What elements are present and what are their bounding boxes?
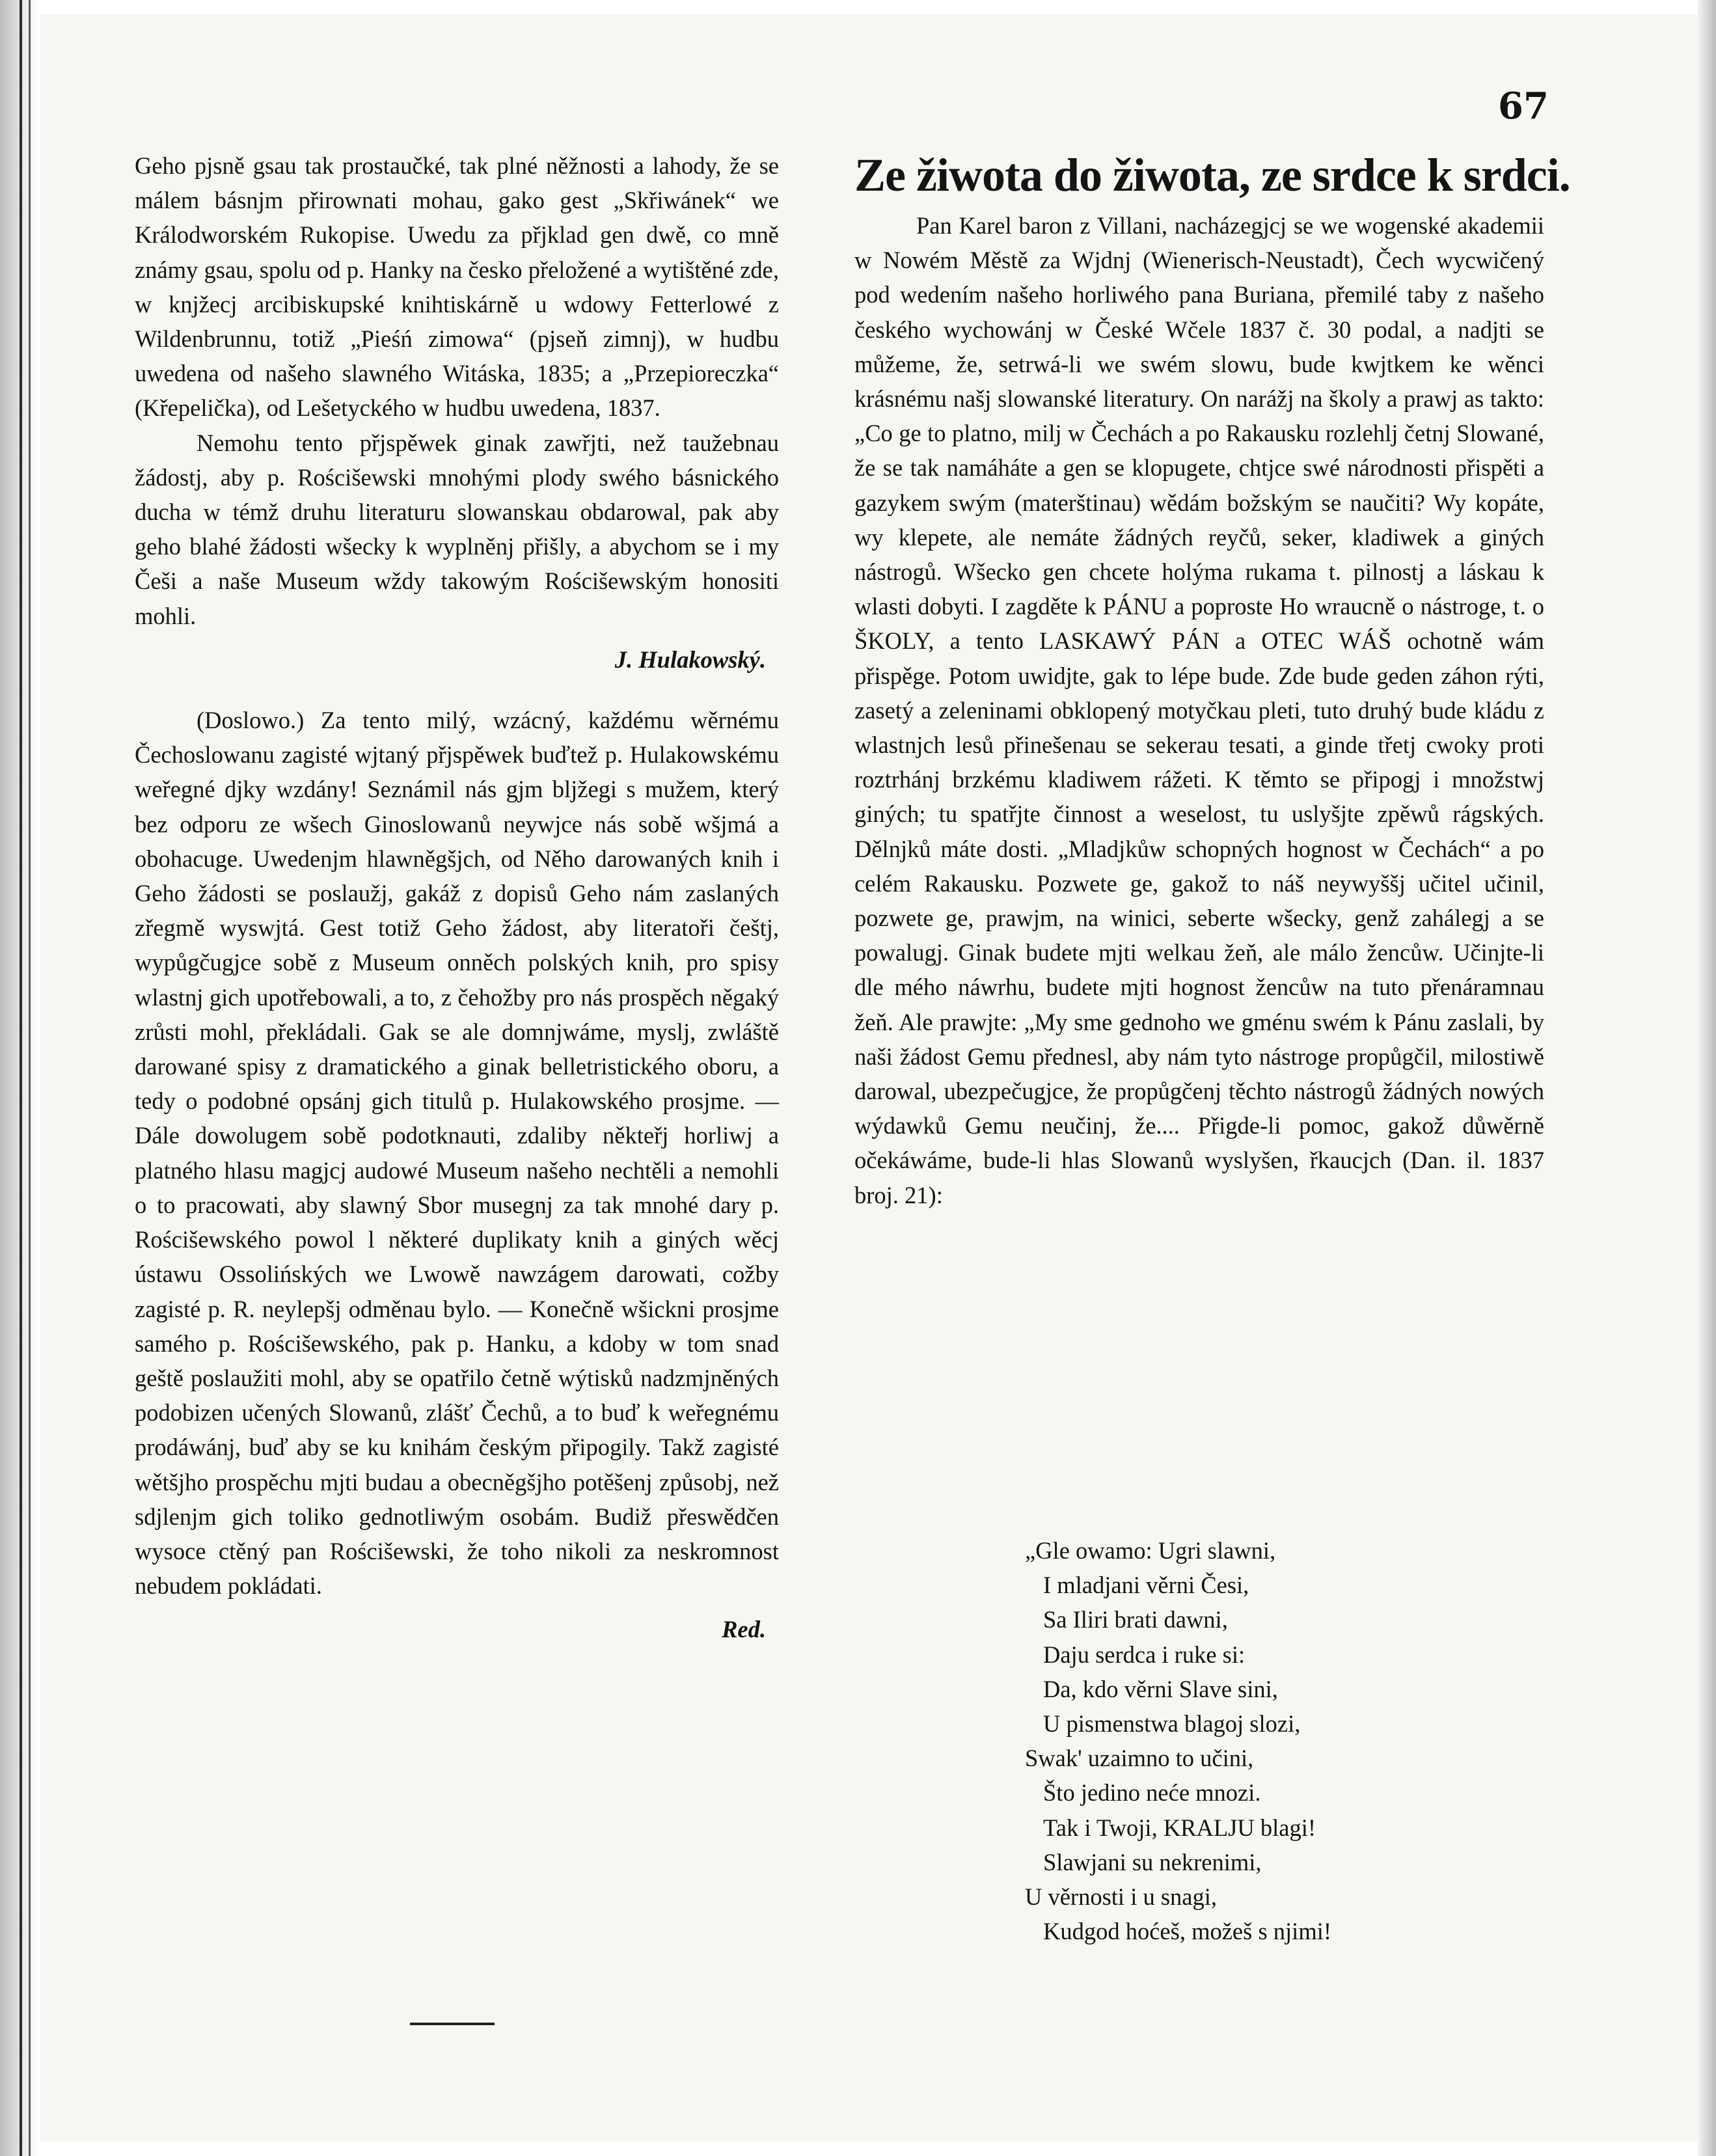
signature-hulakowsky: J. Hulakowský. — [614, 646, 766, 673]
poem-line: Slawjani su nekrenimi, — [1043, 1848, 1262, 1876]
poem-line: I mladjani věrni Česi, — [1043, 1572, 1249, 1599]
article-title: Ze žiwota do žiwota, ze srdce k srdci. — [854, 149, 1570, 201]
left-paragraph-3: (Doslowo.) Za tento milý, wzácný, každému wěrnému Čechoslowanu zagisté wjtaný přjspěwek buďtež p. Hulakowskému weřegné djky wzdány! Seznámil nás gjm bljžegi s mužem, který bez odporu ze wšech Ginoslowanů neywjce nás sobě wšjmá a obohacuge. Uwedenjm hlawněgšjch, od Něho darowaných knih i Geho žádosti se poslaužj, gakáž z dopisů Geho nám zaslaných zřegmě wyswjtá. Gest totiž Geho žádost, aby literatoři češtj, wypůgčugjce sobě z Museum onněch polských knih, pro spisy wlastnj gich upotřebowali, a to, z čehožby pro nás prospěch něgaký zrůsti mohl, překládali. Gak se ale domnjwáme, myslj, zwláště darowané spisy z dramatického a ginak belletristického oboru, a tedy o podobné opsánj gich titulů p. Hulakowského prosjme. — Dále dowolugem sobě podotknauti, zdaliby někteřj horliwj a platného hlasu magjcj audowé Museum našeho nechtěli a nemohli o to pracowati, aby slawný Sbor musegnj za tak mnohé dary p. Rościšewského powol l některé duplikaty knih a giných wěcj ústawu Ossolińských we Lwowě nawzágem darowati, cožby zagisté p. R. neylepšj odměnau bylo. — Konečně wšickni prosjme samého p. Rościšewského, pak p. Hanku, a kdoby w tom snad geště poslaužiti mohl, aby se opatřilo četně wýtisků nadzmjněných podobizen učených Slowanů, zlášť Čechů, a to buď k weřegnému prodáwánj, buď aby se ku knihám českým připogily. Takž zagisté wětšjho prospěchu mjti budau a obecněgšjho potěšenj způsobj, než sdjlenjm gich toliko gednotliwým osobám. Budiž přeswědčen wysoce ctěný pan Rościšewski, že toho nikoli za neskromnost nebudem pokládati. — [135, 707, 779, 1600]
poem-line: „Gle owamo: Ugri slawni, — [1025, 1537, 1276, 1564]
poem-line: U pismenstwa blagoj slozi, — [1043, 1710, 1301, 1738]
spine-shadow-line — [20, 0, 22, 2156]
signature-red: Red. — [722, 1616, 766, 1643]
page-number: 67 — [1498, 85, 1549, 128]
poem-line: Swak' uzaimno to učini, — [1025, 1745, 1254, 1772]
left-column — [135, 148, 779, 1647]
poem-line: Da, kdo věrni Slave sini, — [1043, 1675, 1278, 1702]
left-paragraph-1: Geho pjsně gsau tak prostaučké, tak plné něžnosti a lahody, že se málem básnjm přirownati mohau, gako gest „Skřiwánek“ we Králodworském Rukopise. Uwedu za přjklad gen dwě, co mně známy gsau, spolu od p. Hanky na česko přeložené a wytištěné zde, w knjžecj arcibiskupské knihtiskárně u wdowy Fetterlowé z Wildenbrunnu, totiž „Pieśń zimowa“ (pjseň zimnj), w hudbu uwedena od našeho slawného Witáska, 1835; a „Przepioreczka“ (Křepelička), od Lešetyckého w hudbu uwedena, 1837. — [135, 152, 779, 422]
right-paragraph-1: Pan Karel baron z Villani, nacházegjcj se we wogenské akademii w Nowém Městě za Wjdnj (Wienerisch-Neustadt), Čech wycwičený pod wedením našeho horliwého pana Buriana, přemilé taby z našeho českého wychowánj w České Wčele 1837 č. 30 podal, a nadjti se můžeme, že, setrwá-li we swém slowu, bude kwjtkem ke wěnci krásnému našj slowanské literatury. On narážj na školy a prawj as takto: „Co ge to platno, milj w Čechách a po Rakausku rozlehlj četnj Slowané, že se tak namáháte a gen se klopugete, chtjce swé národnosti přispěti a gazykem swým (materštinau) wědám božským se naučiti? Wy kopáte, wy klepete, ale nemáte žádných reyčů, seker, kladiwek a giných nástrogů. Wšecko gen chcete holýma rukama t. pilnostj a láskau k wlasti dobyti. I zagděte k PÁNU a poproste Ho wraucně o nástroge, t. o ŠKOLY, a tento LASKAWÝ PÁN a OTEC WÁŠ ochotně wám přispěge. Potom uwidjte, gak to lépe bude. Zde bude geden záhon rýti, zasetý a zeleninami obklopený motyčkau pleti, tuto druhý bude kládu z wlastnjch lesů přinešenau se sekerau tesati, a ginde třetj cwoky proti roztrhánj brzkému kladiwem rážeti. K těmto se připogj i množstwj giných; tu spatřjte činnost a weselost, tu uslyšjte zpěwů rágských. Dělnjků máte dosti. „Mladjkůw schopných hognost w Čechách“ a po celém Rakausku. Pozwete ge, gakož to náš neywyššj učitel učinil, pozwete ge, prawjm, na winici, seberte wšecky, genž zahálegj a se powalugj. Ginak budete mjti welkau žeň, ale málo žencůw. Učinjte-li dle mého náwrhu, budete mjti hognost žencůw na tuto přenáramnau žeň. Ale prawjte: „My sme gednoho we gménu swém k Pánu zaslali, by naši žádost Gemu přednesl, aby nám tyto nástroge propůgčil, milostiwě darowal, ubezpečugjce, že propůgčenj těchto nástrogů žádných nowých wýdawků Gemu neučinj, že.... Přigde-li pomoc, gakož důwěrně očekáwáme, bude-li hlas Slowanů wyslyšen, řkaucjch (Dan. il. 1837 broj. 21): — [854, 212, 1544, 1208]
poem — [1025, 1533, 1480, 1948]
right-column — [854, 208, 1544, 1212]
page-edge — [1698, 0, 1716, 2156]
poem-line: Daju serdca i ruke si: — [1043, 1641, 1246, 1668]
section-divider — [410, 2023, 495, 2025]
spine-shadow-line-inner — [29, 0, 31, 2156]
left-paragraph-2: Nemohu tento přjspěwek ginak zawřjti, než taužebnau žádostj, aby p. Rościšewski mnohými plody swého básnického ducha w témž druhu literaturu slowanskau obdarowal, pak aby geho blahé žádosti wšecky k wyplněnj přišly, a abychom se i my Češi a naše Museum wždy takowým Rościšewským honositi mohli. — [135, 429, 779, 629]
poem-line: Sa Iliri brati dawni, — [1043, 1606, 1228, 1633]
poem-line: U věrnosti i u snagi, — [1025, 1883, 1218, 1911]
poem-line: Što jedino neće mnozi. — [1043, 1779, 1261, 1807]
poem-line: Kudgod hoćeš, možeš s njimi! — [1043, 1918, 1332, 1945]
poem-line: Tak i Twoji, KRALJU blagi! — [1043, 1814, 1316, 1841]
